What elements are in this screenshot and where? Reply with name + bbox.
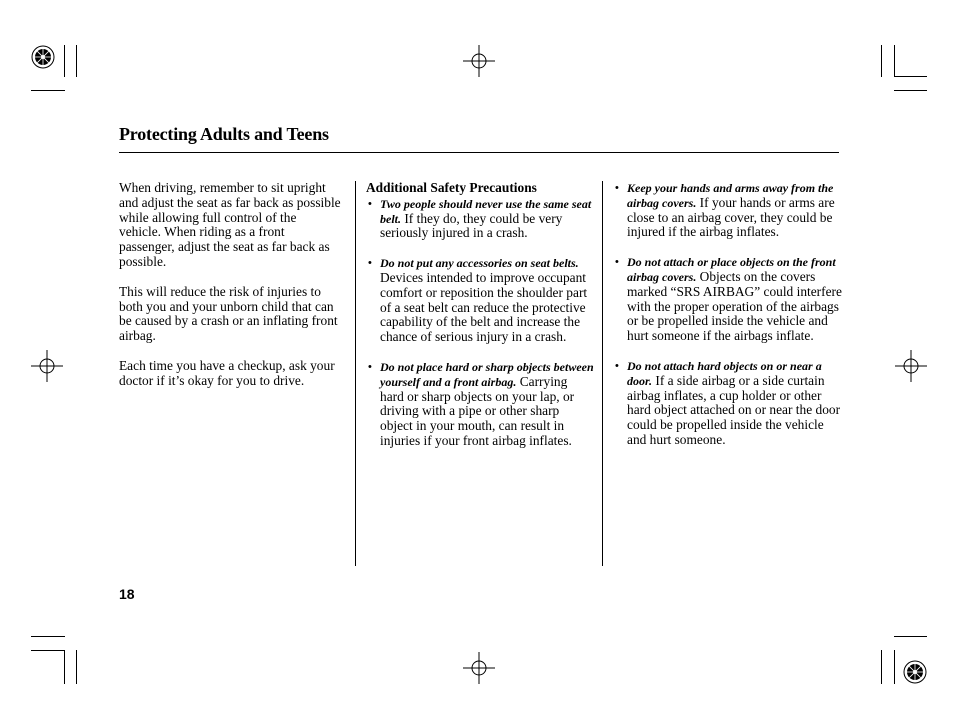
list-item: [366, 360, 594, 449]
crop-mark: [64, 650, 65, 684]
page-title: Protecting Adults and Teens: [119, 124, 329, 144]
registration-star-icon: [31, 45, 55, 69]
section-heading: Additional Safety Precautions: [366, 180, 537, 195]
crop-mark: [64, 45, 65, 77]
crop-mark: [894, 636, 927, 637]
item-text: Devices intended to improve occupant comfort or reposition the shoulder part of a seat belt can reduce the protective capability of the belt and increase the chance of serious injury in a crash.: [380, 269, 588, 345]
registration-crosshair-icon: [31, 350, 63, 382]
registration-crosshair-icon: [895, 350, 927, 382]
crop-mark: [881, 650, 882, 684]
item-lead: Do not attach hard objects on or near a door.: [627, 358, 822, 388]
list-item: [613, 255, 843, 344]
title-rule: [119, 152, 839, 153]
column-1: [119, 181, 341, 404]
list-item: [366, 256, 594, 345]
crop-mark: [76, 45, 77, 77]
list-item: [613, 359, 843, 448]
precautions-list: [613, 181, 843, 448]
registration-crosshair-icon: [463, 45, 495, 77]
item-text: Objects on the covers marked “SRS AIRBAG” could interfere with the proper operation of the airbags or be propelled inside the vehicle and hurt someone if the airbags inflate.: [627, 268, 842, 344]
registration-star-icon: [903, 660, 927, 684]
crop-mark: [31, 90, 65, 91]
precautions-list: [366, 197, 594, 449]
item-lead: Do not place hard or sharp objects between yourself and a front airbag.: [380, 359, 594, 389]
crop-mark: [894, 45, 895, 77]
crop-mark: [894, 650, 895, 684]
column-divider: [602, 181, 603, 566]
item-lead: Keep your hands and arms away from the airbag covers.: [627, 181, 834, 210]
page-number: 18: [119, 586, 135, 602]
list-item: [613, 181, 843, 240]
crop-mark: [31, 636, 65, 637]
column-divider: [355, 181, 356, 566]
paragraph: This will reduce the risk of injuries to both you and your unborn child that can be caused by a crash or an inflating front airbag.: [119, 283, 338, 344]
list-item: [366, 197, 594, 241]
paragraph: When driving, remember to sit upright and adjust the seat as far back as possible while allowing full control of the vehicle. When riding as a front passenger, adjust the seat as far back as possible.: [119, 180, 341, 269]
item-lead: Two people should never use the same seat belt.: [380, 196, 592, 226]
item-text: If your hands or arms are close to an airbag cover, they could be injured if the airbag inflates.: [627, 194, 835, 240]
item-text: Carrying hard or sharp objects on your lap, or driving with a pipe or other sharp object in your mouth, can result in injuries if your front airbag inflates.: [380, 373, 575, 448]
item-lead: Do not put any accessories on seat belts.: [380, 256, 579, 271]
crop-mark: [894, 76, 927, 77]
column-3: [613, 181, 843, 463]
item-lead: Do not attach or place objects on the front airbag covers.: [627, 255, 836, 284]
item-text: If they do, they could be very seriously injured in a crash.: [380, 210, 563, 241]
paragraph: Each time you have a checkup, ask your doctor if it’s okay for you to drive.: [119, 357, 335, 388]
crop-mark: [31, 650, 65, 651]
column-2: [366, 181, 594, 464]
crop-mark: [894, 90, 927, 91]
crop-mark: [76, 650, 77, 684]
item-text: If a side airbag or a side curtain airbag inflates, a cup holder or other hard object attached on or near the door could be propelled inside the vehicle and hurt someone.: [627, 372, 841, 447]
crop-mark: [881, 45, 882, 77]
registration-crosshair-icon: [463, 652, 495, 684]
